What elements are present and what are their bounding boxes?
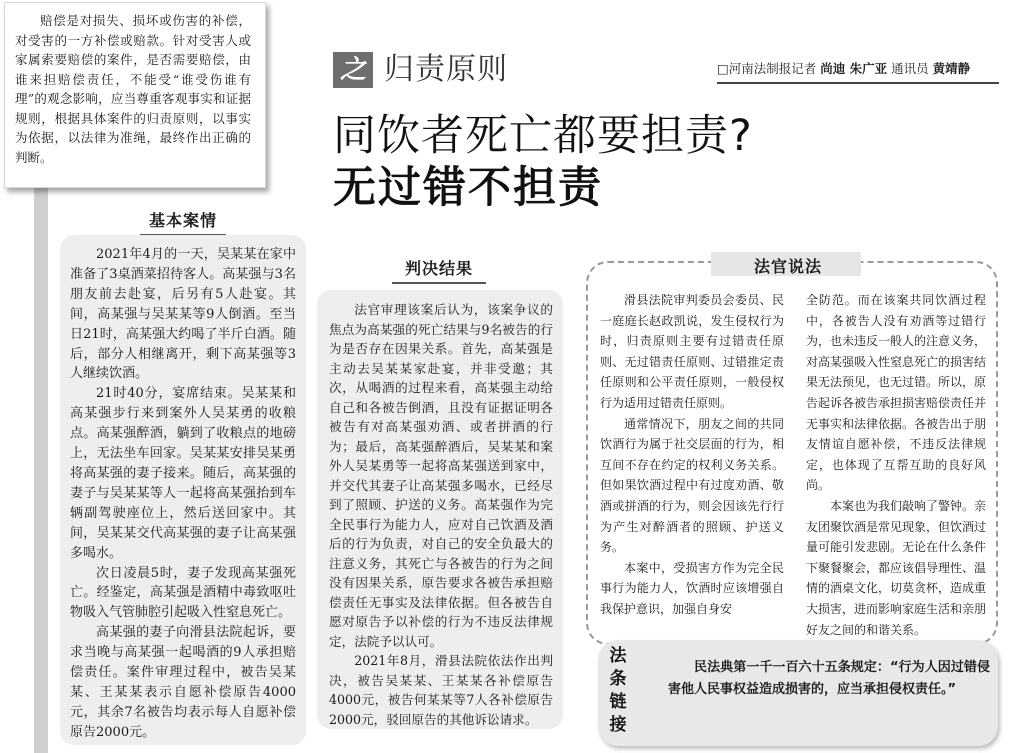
headline-main: 同饮者死亡都要担责? bbox=[333, 111, 753, 161]
byline-rule bbox=[717, 82, 999, 84]
intro-text: 赔偿是对损失、损坏或伤害的补偿，对受害的一方补偿或赔款。针对受害人或家属索要赔偿的案件，是否需要赔偿，由谁来担赔偿责任，不能受“谁受伤谁有理”的观念影响，应当尊重客观事实和证据规则，根据具体案件的归责原则，以事实为依据，以法律为准绳，最终作出正确的判断。 bbox=[15, 13, 251, 165]
column-name: 归责原则 bbox=[384, 52, 508, 87]
byline-prefix: □河南法制报记者 bbox=[717, 61, 817, 76]
basic-case-title-text: 基本案情 bbox=[148, 211, 217, 230]
verdict-box bbox=[317, 290, 563, 729]
law-link-text: 民法典第一千一百六十五条规定：“行为人因过错侵害他人民事权益造成损害的，应当承担侵权责任。” bbox=[668, 660, 990, 697]
verdict-title bbox=[392, 256, 486, 284]
judge-says-title-text: 法官说法 bbox=[753, 257, 822, 276]
law-link-label-char: 接 bbox=[609, 715, 627, 735]
judge-says-paragraph: 本案也为我们敲响了警钟。亲友团聚饮酒是常见现象，但饮酒过量可能引发悲剧。无论在什么条件下聚餐聚会，都应该倡导理性、温情的酒桌文化，切莫贪杯，造成重大损害，进而影响家庭生活和亲朋好友之间的和谐关系。 bbox=[806, 498, 987, 637]
judge-says-paragraph: 本案中，受损害方作为完全民事行为能力人，饮酒时应该增强自我保护意识，加强自身安 bbox=[600, 560, 784, 616]
decorative-vertical-bar bbox=[34, 175, 48, 753]
basic-case-paragraph: 21时40分，宴席结束。吴某某和高某强步行来到案外人吴某勇的收粮点。高某强醉酒，躺到了收粮点的地磅上，无法坐车回家。吴某某安排吴某勇将高某强的妻子接来。随后，高某强的妻子与吴某某等人一起将高某强抬到车辆副驾驶座位上，然后送回家中。其间，吴某某交代高某强的妻子让高某强多喝水。 bbox=[70, 386, 296, 561]
basic-case-title bbox=[140, 208, 226, 236]
reporter-names: 尚迪 朱广亚 bbox=[820, 61, 888, 76]
basic-case-box bbox=[60, 235, 306, 745]
verdict-paragraph: 2021年8月，滑县法院依法作出判决，被告吴某某、王某某各补偿原告4000元，被告何某某等7人各补偿原告2000元，驳回原告的其他诉讼请求。 bbox=[329, 653, 553, 727]
law-link-label-char: 法 bbox=[609, 646, 627, 666]
judge-says-title bbox=[745, 254, 831, 277]
law-link-label bbox=[606, 645, 630, 737]
byline-mid: 通讯员 bbox=[891, 61, 929, 76]
byline bbox=[717, 59, 970, 77]
judge-says-paragraph-continued: 全防范。而在该案共同饮酒过程中，各被告人没有劝酒等过错行为，也未违反一般人的注意义务，对高某强吸入性窒息死亡的损害结果无法预见，也无过错。所以，原告起诉各被告承担损害赔偿责任并无事实和法律依据。各被告出于朋友情谊自愿补偿，不违反法律规定，也体现了互帮互助的良好风尚。 bbox=[806, 293, 987, 493]
judge-says-paragraph: 通常情况下，朋友之间的共同饮酒行为属于社交层面的行为，相互间不存在约定的权利义务关系。但如果饮酒过程中有过度劝酒、敬酒或拼酒的行为，则会因该先行行为产生对醉酒者的照顾、护送义务。 bbox=[600, 416, 784, 555]
correspondent-name: 黄靖静 bbox=[932, 61, 971, 76]
column-tag: 之 bbox=[333, 52, 373, 88]
basic-case-paragraph: 次日凌晨5时，妻子发现高某强死亡。经鉴定，高某强是酒精中毒致呕吐物吸入气管肺腔引起吸入性窒息死亡。 bbox=[70, 565, 296, 621]
judge-says-paragraph: 滑县法院审判委员会委员、民一庭庭长赵政凯说，发生侵权行为时，归责原则主要有过错责任原则、无过错责任原则、过错推定责任原则和公平责任原则，一般侵权行为适用过错责任原则。 bbox=[600, 293, 784, 410]
judge-says-left-column bbox=[600, 290, 784, 620]
intro-note bbox=[4, 2, 266, 188]
basic-case-paragraph: 2021年4月的一天，吴某某在家中准备了3桌酒菜招待客人。高某强与3名朋友前去赴宴，后另有5人赴宴。其间，高某强与吴某某等9人倒酒。至当日21时，高某强大约喝了半斤白酒。随后，部分人相继离开，剩下高某强等3人继续饮酒。 bbox=[70, 247, 296, 382]
verdict-title-underline bbox=[392, 282, 486, 284]
verdict-title-text: 判决结果 bbox=[404, 259, 473, 278]
headline-sub: 无过错不担责 bbox=[333, 163, 603, 213]
law-link-label-char: 条 bbox=[609, 669, 627, 689]
verdict-paragraph: 法官审理该案后认为，该案争议的焦点为高某强的死亡结果与9名被告的行为是否存在因果关系。首先，高某强是主动去吴某某家赴宴，并非受邀；其次，从喝酒的过程来看，高某强主动给自己和各被告倒酒，且没有证据证明各被告有对高某强劝酒、或者拼酒的行为；最后，高某强醉酒后，吴某某和案外人吴某勇等一起将高某强送到家中，并交代其妻子让高某强多喝水，已经尽到了照顾、护送的义务。高某强作为完全民事行为能力人，应对自己饮酒及酒后的行为负责，对自己的安全负最大的注意义务，其死亡与各被告的行为之间没有因果关系，原告要求各被告承担赔偿责任无事实及法律依据。但各被告自愿对原告予以补偿的行为不违反法律规定，法院予以认可。 bbox=[329, 302, 553, 649]
basic-case-paragraph: 高某强的妻子向滑县法院起诉，要求当晚与高某强一起喝酒的9人承担赔偿责任。案件审理过程中，被告吴某某、王某某表示自愿补偿原告4000元，其余7名被告均表示每人自愿补偿原告2000元。 bbox=[70, 625, 296, 740]
law-link-label-char: 链 bbox=[609, 692, 627, 712]
judge-says-right-column bbox=[806, 290, 986, 640]
